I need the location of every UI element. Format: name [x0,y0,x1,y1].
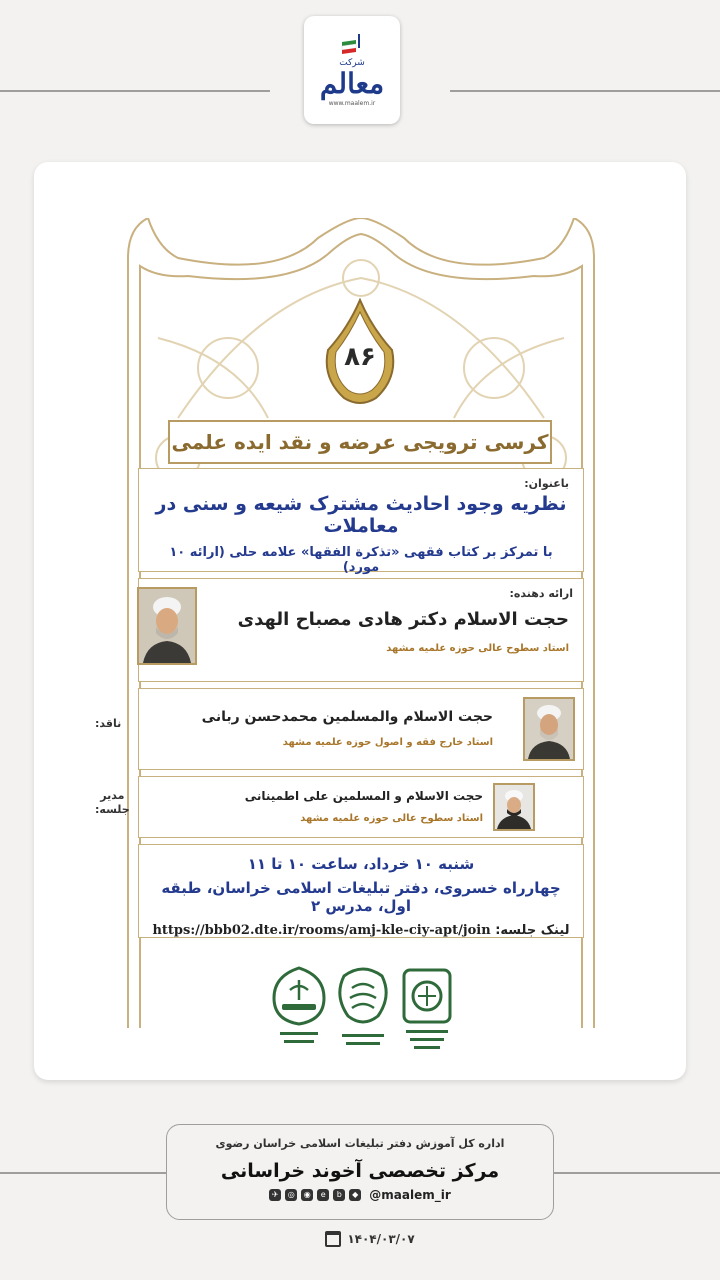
presenter-photo [137,587,197,665]
footer-center-name: مرکز تخصصی آخوند خراسانی [220,1160,500,1182]
footer-divider-left [0,1172,166,1174]
critic-title: استاد خارج فقه و اصول حوزه علمیه مشهد [282,737,493,748]
person-avatar-icon [139,589,195,663]
title-section [138,468,584,575]
akhund-center-emblem-icon [334,966,392,1056]
calendar-icon [325,1231,341,1247]
header-divider-left [0,90,270,92]
social-handle[interactable]: @maalem_ir [369,1188,451,1202]
moderator-role-line2: جلسه: [95,803,130,816]
instagram-icon[interactable]: ◎ [285,1189,297,1201]
header-divider-right [450,90,720,92]
tablighat-emblem-icon [398,966,456,1056]
aparat-icon[interactable]: ◉ [301,1189,313,1201]
organization-emblems [270,966,456,1056]
farhangestan-emblem-icon [270,966,328,1056]
critic-role: ناقد: [95,717,122,730]
event-link-url[interactable]: https://bbb02.dte.ir/rooms/amj-kle-ciy-apt/join [152,923,491,938]
logo-text: معالم [319,66,385,100]
event-place: چهارراه خسروی، دفتر تبلیغات اسلامی خراسان، طبقه اول، مدرس ۲ [161,879,561,915]
presenter-title: استاد سطوح عالی حوزه علمیه مشهد [386,643,569,654]
event-date-time: شنبه ۱۰ خرداد، ساعت ۱۰ تا ۱۱ [247,855,475,873]
moderator-role-line1: مدیر [100,789,125,802]
critic-photo [523,697,575,761]
bale-icon[interactable]: b [333,1189,345,1201]
moderator-title: استاد سطوح عالی حوزه علمیه مشهد [300,813,483,824]
moderator-role [95,789,130,817]
event-link-label: لینک جلسه: [495,923,570,938]
session-number: ۸۶ [344,342,376,372]
footer-box [166,1124,554,1220]
session-number-wrap [322,298,398,408]
moderator-name: حجت الاسلام و المسلمین علی اطمینانی [244,789,483,803]
person-avatar-icon [495,785,533,829]
critic-name: حجت الاسلام والمسلمین محمدحسن ربانی [201,709,493,725]
publish-date [320,1230,420,1248]
moderator-section [95,776,584,838]
social-links [167,1188,553,1202]
series-title: کرسی ترویجی عرضه و نقد ایده علمی [171,430,549,454]
logo-url: www.maalem.ir [328,99,376,107]
presenter-section [138,578,584,682]
main-title: نظریه وجود احادیث مشترک شیعه و سنی در معاملات [155,493,567,537]
logo-small-text: شرکت [339,57,365,68]
moderator-photo [493,783,535,831]
footer-divider-right [554,1172,720,1174]
presenter-name: حجت الاسلام دکتر هادی مصباح الهدی [237,609,569,630]
publish-date-text: ۱۴۰۴/۰۳/۰۷ [347,1232,415,1246]
critic-section [95,688,584,770]
rubika-icon[interactable]: ◆ [349,1189,361,1201]
maalem-logo[interactable] [304,16,400,124]
event-link-line [147,923,575,938]
footer-department: اداره کل آموزش دفتر تبلیغات اسلامی خراسان رضوی [215,1137,505,1150]
series-title-band [168,420,552,464]
event-section [138,844,584,938]
eitaa-icon[interactable]: e [317,1189,329,1201]
sub-title: با تمرکز بر کتاب فقهی «تذکرة الفقها» علامه حلی (ارائه ۱۰ مورد) [169,545,553,575]
person-avatar-icon [525,699,573,759]
title-label: باعنوان: [524,477,569,490]
flag-icon [332,34,372,58]
presenter-role: ارائه دهنده: [509,587,573,600]
telegram-icon[interactable]: ✈ [269,1189,281,1201]
